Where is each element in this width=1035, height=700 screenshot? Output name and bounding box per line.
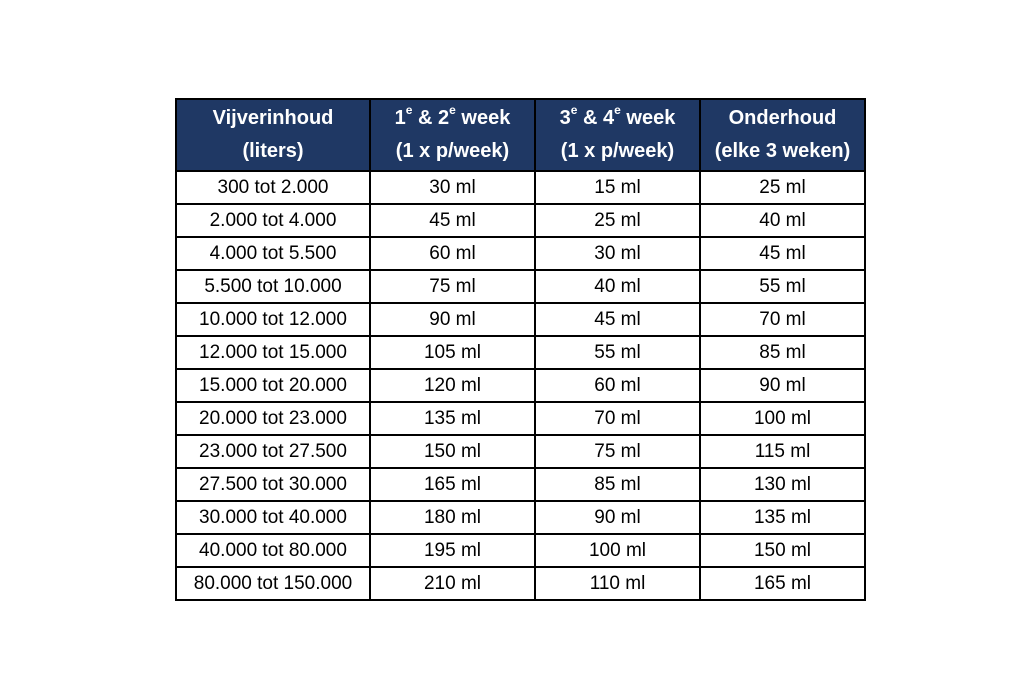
cell-dose-maintenance: 135 ml	[700, 501, 865, 534]
table-row	[176, 237, 865, 270]
table-row	[176, 501, 865, 534]
cell-dose-week-3-4: 15 ml	[535, 171, 700, 204]
header-row	[176, 99, 865, 171]
cell-dose-week-1-2: 180 ml	[370, 501, 535, 534]
dosage-table-container	[175, 98, 864, 601]
cell-pond-volume: 12.000 tot 15.000	[176, 336, 370, 369]
cell-dose-week-3-4: 40 ml	[535, 270, 700, 303]
cell-dose-week-3-4: 100 ml	[535, 534, 700, 567]
cell-dose-maintenance: 130 ml	[700, 468, 865, 501]
cell-dose-week-1-2: 45 ml	[370, 204, 535, 237]
cell-dose-week-3-4: 30 ml	[535, 237, 700, 270]
cell-pond-volume: 80.000 tot 150.000	[176, 567, 370, 600]
cell-dose-week-1-2: 165 ml	[370, 468, 535, 501]
cell-dose-week-1-2: 60 ml	[370, 237, 535, 270]
cell-pond-volume: 23.000 tot 27.500	[176, 435, 370, 468]
header-sublabel: (1 x p/week)	[395, 140, 510, 162]
header-tail: week	[455, 107, 511, 129]
header-label	[536, 102, 699, 135]
cell-dose-maintenance: 25 ml	[700, 171, 865, 204]
table-row	[176, 402, 865, 435]
cell-dose-week-3-4: 25 ml	[535, 204, 700, 237]
cell-dose-maintenance: 55 ml	[700, 270, 865, 303]
header-num: 2	[438, 107, 450, 129]
table-body	[176, 171, 865, 600]
cell-dose-week-1-2: 210 ml	[370, 567, 535, 600]
table-row	[176, 270, 865, 303]
table-row	[176, 435, 865, 468]
cell-pond-volume: 5.500 tot 10.000	[176, 270, 370, 303]
cell-dose-maintenance: 70 ml	[700, 303, 865, 336]
header-sup: e	[449, 103, 456, 118]
header-tail: week	[620, 107, 676, 129]
header-label: Vijverinhoud	[212, 107, 334, 129]
cell-dose-maintenance: 45 ml	[700, 237, 865, 270]
dosage-table	[175, 98, 866, 601]
table-row	[176, 204, 865, 237]
cell-dose-week-3-4: 60 ml	[535, 369, 700, 402]
table-row	[176, 567, 865, 600]
table-row	[176, 468, 865, 501]
cell-pond-volume: 20.000 tot 23.000	[176, 402, 370, 435]
cell-dose-week-1-2: 120 ml	[370, 369, 535, 402]
header-mid: &	[577, 107, 604, 129]
cell-dose-week-1-2: 30 ml	[370, 171, 535, 204]
cell-pond-volume: 300 tot 2.000	[176, 171, 370, 204]
cell-dose-maintenance: 150 ml	[700, 534, 865, 567]
header-sup: e	[405, 103, 413, 118]
cell-dose-week-3-4: 55 ml	[535, 336, 700, 369]
cell-dose-maintenance: 100 ml	[700, 402, 865, 435]
cell-dose-maintenance: 90 ml	[700, 369, 865, 402]
cell-dose-week-3-4: 110 ml	[535, 567, 700, 600]
cell-dose-week-1-2: 150 ml	[370, 435, 535, 468]
cell-dose-week-1-2: 135 ml	[370, 402, 535, 435]
header-week-3-4	[535, 99, 700, 171]
header-num: 4	[603, 107, 615, 129]
table-row	[176, 303, 865, 336]
table-row	[176, 336, 865, 369]
cell-dose-week-3-4: 45 ml	[535, 303, 700, 336]
cell-dose-week-1-2: 105 ml	[370, 336, 535, 369]
header-label	[371, 102, 534, 135]
cell-pond-volume: 30.000 tot 40.000	[176, 501, 370, 534]
table-header	[176, 99, 865, 171]
header-mid: &	[412, 107, 439, 129]
header-sublabel: (1 x p/week)	[560, 140, 675, 162]
header-sup: e	[614, 103, 621, 118]
cell-dose-week-3-4: 90 ml	[535, 501, 700, 534]
header-pond-volume	[176, 99, 370, 171]
cell-pond-volume: 10.000 tot 12.000	[176, 303, 370, 336]
table-row	[176, 534, 865, 567]
table-row	[176, 171, 865, 204]
cell-dose-week-3-4: 75 ml	[535, 435, 700, 468]
header-sublabel: (liters)	[242, 140, 304, 162]
cell-pond-volume: 15.000 tot 20.000	[176, 369, 370, 402]
header-num: 3	[559, 107, 571, 129]
cell-pond-volume: 4.000 tot 5.500	[176, 237, 370, 270]
cell-dose-maintenance: 85 ml	[700, 336, 865, 369]
header-sublabel: (elke 3 weken)	[714, 140, 851, 162]
cell-dose-week-1-2: 195 ml	[370, 534, 535, 567]
header-label: Onderhoud	[728, 107, 837, 129]
header-sup: e	[570, 103, 578, 118]
header-week-1-2	[370, 99, 535, 171]
header-maintenance	[700, 99, 865, 171]
cell-dose-week-3-4: 70 ml	[535, 402, 700, 435]
cell-dose-maintenance: 165 ml	[700, 567, 865, 600]
cell-dose-maintenance: 40 ml	[700, 204, 865, 237]
header-num: 1	[394, 107, 406, 129]
cell-pond-volume: 2.000 tot 4.000	[176, 204, 370, 237]
table-row	[176, 369, 865, 402]
cell-dose-week-1-2: 90 ml	[370, 303, 535, 336]
cell-dose-week-1-2: 75 ml	[370, 270, 535, 303]
cell-dose-maintenance: 115 ml	[700, 435, 865, 468]
cell-pond-volume: 27.500 tot 30.000	[176, 468, 370, 501]
cell-dose-week-3-4: 85 ml	[535, 468, 700, 501]
cell-pond-volume: 40.000 tot 80.000	[176, 534, 370, 567]
